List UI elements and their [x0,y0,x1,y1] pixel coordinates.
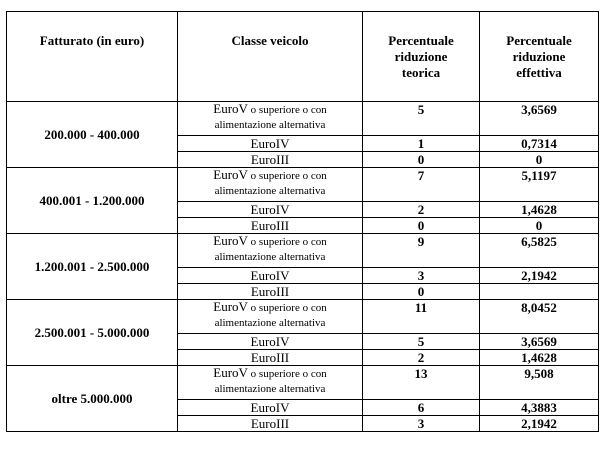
table-row [7,234,599,268]
classe-cell: EuroV o superiore o con alimentazione alternativa [178,234,363,268]
effettiva-cell: 9,508 [480,366,599,400]
classe-cell: EuroIV [178,136,363,152]
classe-cell: EuroIII [178,284,363,300]
teorica-cell: 9 [363,234,480,268]
teorica-cell: 2 [363,202,480,218]
header-row [7,12,599,102]
classe-cell: EuroV o superiore o con alimentazione alternativa [178,366,363,400]
classe-cell: EuroIII [178,416,363,432]
teorica-cell: 11 [363,300,480,334]
classe-cell: EuroIV [178,202,363,218]
table-row [7,168,599,202]
effettiva-cell: 1,4628 [480,350,599,366]
effettiva-cell: 6,5825 [480,234,599,268]
effettiva-cell: 3,6569 [480,334,599,350]
table-row [7,102,599,136]
teorica-cell: 5 [363,334,480,350]
classe-cell: EuroIII [178,152,363,168]
classe-cell: EuroIV [178,268,363,284]
effettiva-cell: 2,1942 [480,268,599,284]
classe-cell: EuroV o superiore o con alimentazione alternativa [178,168,363,202]
teorica-cell: 0 [363,152,480,168]
fatturato-cell: 1.200.001 - 2.500.000 [7,234,178,300]
teorica-cell: 6 [363,400,480,416]
teorica-cell: 5 [363,102,480,136]
reduction-table [6,11,599,432]
teorica-cell: 0 [363,284,480,300]
classe-cell: EuroV o superiore o con alimentazione alternativa [178,102,363,136]
effettiva-cell: 0 [480,218,599,234]
classe-cell: EuroIV [178,334,363,350]
teorica-cell: 0 [363,218,480,234]
teorica-cell: 2 [363,350,480,366]
fatturato-cell: 200.000 - 400.000 [7,102,178,168]
effettiva-cell: 5,1197 [480,168,599,202]
teorica-cell: 3 [363,416,480,432]
header-percentuale-teorica: Percentuale riduzione teorica [363,12,480,102]
fatturato-cell: 400.001 - 1.200.000 [7,168,178,234]
classe-cell: EuroIII [178,218,363,234]
classe-cell: EuroIII [178,350,363,366]
teorica-cell: 3 [363,268,480,284]
fatturato-cell: oltre 5.000.000 [7,366,178,432]
effettiva-cell: 0,7314 [480,136,599,152]
teorica-cell: 7 [363,168,480,202]
effettiva-cell [480,284,599,300]
effettiva-cell: 1,4628 [480,202,599,218]
effettiva-cell: 4,3883 [480,400,599,416]
effettiva-cell: 0 [480,152,599,168]
table-row [7,300,599,334]
teorica-cell: 13 [363,366,480,400]
teorica-cell: 1 [363,136,480,152]
header-classe-veicolo: Classe veicolo [178,12,363,102]
table-row [7,366,599,400]
header-percentuale-effettiva: Percentuale riduzione effettiva [480,12,599,102]
fatturato-cell: 2.500.001 - 5.000.000 [7,300,178,366]
effettiva-cell: 8,0452 [480,300,599,334]
effettiva-cell: 2,1942 [480,416,599,432]
classe-cell: EuroV o superiore o con alimentazione alternativa [178,300,363,334]
header-fatturato: Fatturato (in euro) [7,12,178,102]
effettiva-cell: 3,6569 [480,102,599,136]
classe-cell: EuroIV [178,400,363,416]
